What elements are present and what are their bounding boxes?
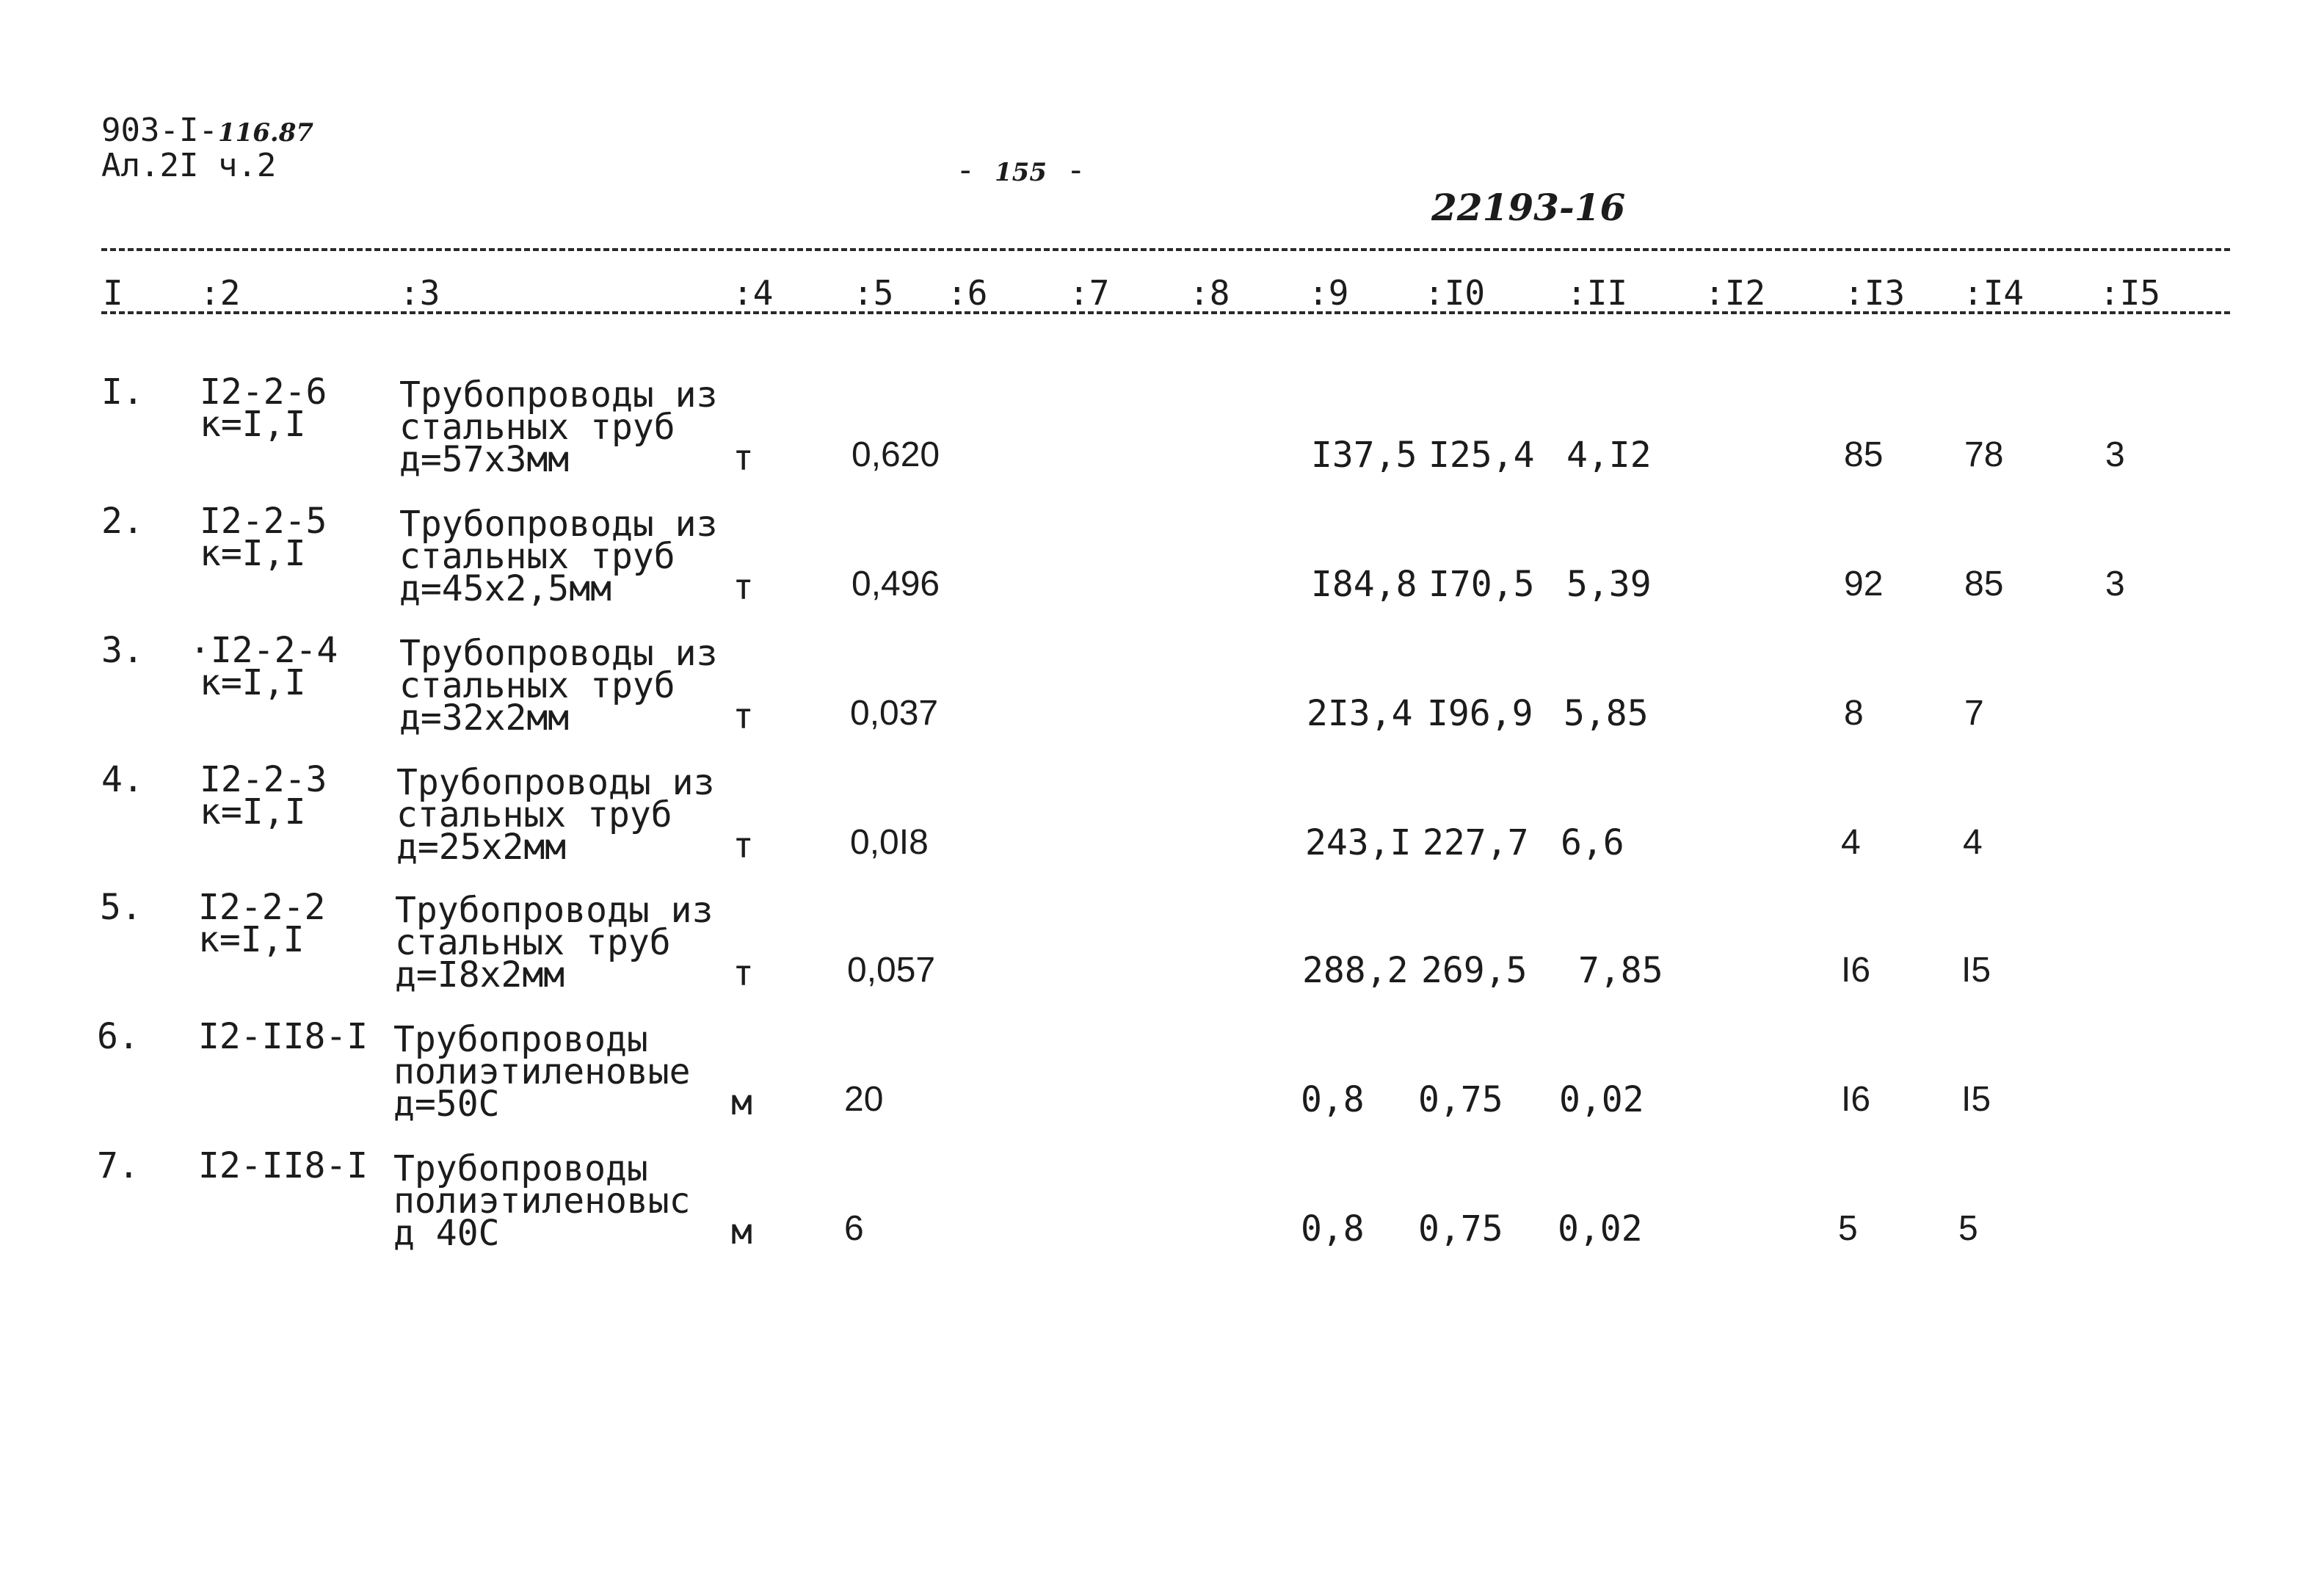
description-line: д=45х2,5мм xyxy=(399,568,611,609)
description-line: д=I8х2мм xyxy=(395,954,565,995)
description-line: д 40С xyxy=(393,1213,500,1254)
work-description xyxy=(399,504,718,609)
document-code-handwritten: 116.87 xyxy=(217,118,314,148)
cost-value: 0,8 xyxy=(1301,1208,1365,1249)
row-number: 3. xyxy=(101,630,144,671)
column-header: :3 xyxy=(399,273,440,313)
labor-value: 5 xyxy=(1838,1209,1858,1248)
description-line: Трубопроводы xyxy=(393,1019,648,1060)
cost-value: 0,8 xyxy=(1301,1079,1365,1120)
column-header: I xyxy=(103,273,123,313)
row-number: 6. xyxy=(97,1016,139,1057)
labor-value: 85 xyxy=(1844,435,1884,474)
cost-value: I70,5 xyxy=(1428,564,1535,605)
labor-value: 8 xyxy=(1844,694,1864,733)
cost-value: 288,2 xyxy=(1302,950,1409,991)
unit: т xyxy=(733,696,754,737)
column-header: :9 xyxy=(1308,273,1349,313)
description-line: стальных труб xyxy=(395,922,671,963)
work-description xyxy=(399,633,718,739)
quantity: 0,496 xyxy=(851,565,940,603)
quantity: 20 xyxy=(844,1080,884,1119)
column-header: :I3 xyxy=(1844,273,1906,313)
document-number-handwritten: 22193-16 xyxy=(1431,186,1626,229)
norm-code: I2-II8-I xyxy=(198,1016,368,1057)
norm-code: ·I2-2-4 xyxy=(189,630,338,671)
coefficient: к=I,I xyxy=(200,533,306,574)
coefficient: к=I,I xyxy=(200,662,306,703)
description-line: д=57х3мм xyxy=(399,439,570,480)
coefficient: к=I,I xyxy=(200,404,306,445)
quantity: 0,0I8 xyxy=(850,823,929,862)
labor-value: I6 xyxy=(1841,951,1871,990)
quantity: 0,037 xyxy=(850,694,939,733)
labor-value: 4 xyxy=(1841,823,1861,862)
cost-value: 2I3,4 xyxy=(1307,693,1413,734)
coefficient: к=I,I xyxy=(200,791,306,833)
page-number-handwritten: 155 xyxy=(995,158,1047,187)
unit: т xyxy=(733,567,754,608)
page-number-dash-right: - xyxy=(1066,151,1086,189)
column-header: :8 xyxy=(1189,273,1230,313)
cost-value: I37,5 xyxy=(1311,435,1417,476)
row-number: 4. xyxy=(101,759,144,800)
labor-value: 92 xyxy=(1844,565,1884,603)
description-line: стальных труб xyxy=(396,794,672,835)
description-line: полиэтиленовые xyxy=(393,1051,691,1092)
labor-value: 5 xyxy=(1958,1209,1978,1248)
cost-value: 0,02 xyxy=(1558,1208,1643,1249)
column-header: :7 xyxy=(1069,273,1110,313)
quantity: 0,620 xyxy=(851,435,940,474)
cost-value: 0,75 xyxy=(1418,1208,1503,1249)
labor-value: 3 xyxy=(2105,435,2125,474)
row-number: 5. xyxy=(100,887,142,928)
description-line: д=50С xyxy=(393,1084,500,1125)
column-header: :4 xyxy=(733,273,774,313)
labor-value: I6 xyxy=(1841,1080,1871,1119)
cost-value: 0,75 xyxy=(1418,1079,1503,1120)
cost-value: 269,5 xyxy=(1421,950,1528,991)
norm-code: I2-2-5 xyxy=(200,501,327,542)
work-description xyxy=(393,1148,691,1254)
norm-code: I2-2-2 xyxy=(198,887,326,928)
column-header: :6 xyxy=(947,273,988,313)
cost-value: I96,9 xyxy=(1427,693,1533,734)
description-line: Трубопроводы из xyxy=(399,374,718,416)
description-line: стальных труб xyxy=(399,407,675,448)
document-code-prefix: 903-I- xyxy=(101,112,218,149)
cost-value: 4,I2 xyxy=(1566,435,1652,476)
row-number: 7. xyxy=(97,1145,139,1186)
column-header: :I4 xyxy=(1963,273,2025,313)
description-line: стальных труб xyxy=(399,665,675,706)
quantity: 0,057 xyxy=(847,951,936,990)
cost-value: 227,7 xyxy=(1423,822,1529,863)
column-header: :5 xyxy=(853,273,894,313)
cost-value: 7,85 xyxy=(1578,950,1663,991)
description-line: Трубопроводы из xyxy=(395,890,713,931)
column-header: :I2 xyxy=(1704,273,1766,313)
cost-value: 0,02 xyxy=(1559,1079,1644,1120)
work-description xyxy=(399,374,718,480)
coefficient: к=I,I xyxy=(198,919,305,960)
labor-value: I5 xyxy=(1961,1080,1991,1119)
document-code xyxy=(101,112,314,149)
album-label: Ал.2I ч.2 xyxy=(101,147,277,184)
row-number: 2. xyxy=(101,501,144,542)
norm-code: I2-II8-I xyxy=(198,1145,368,1186)
column-header: :II xyxy=(1566,273,1628,313)
column-header: :I5 xyxy=(2099,273,2161,313)
page-number-dash-left: - xyxy=(956,151,976,189)
unit: т xyxy=(733,953,754,994)
description-line: Трубопроводы из xyxy=(399,504,718,545)
cost-value: 5,39 xyxy=(1566,564,1652,605)
description-line: полиэтиленовыс xyxy=(393,1180,691,1222)
unit: м xyxy=(731,1082,752,1123)
labor-value: 85 xyxy=(1964,565,2004,603)
unit: т xyxy=(733,825,754,866)
work-description xyxy=(395,890,713,995)
unit: м xyxy=(731,1211,752,1252)
cost-value: I25,4 xyxy=(1428,435,1535,476)
work-description xyxy=(396,762,715,868)
unit: т xyxy=(733,438,754,479)
cost-value: 243,I xyxy=(1305,822,1412,863)
norm-code: I2-2-6 xyxy=(200,371,327,413)
description-line: Трубопроводы xyxy=(393,1148,648,1189)
labor-value: 78 xyxy=(1964,435,2004,474)
description-line: Трубопроводы из xyxy=(399,633,718,674)
quantity: 6 xyxy=(844,1209,864,1248)
labor-value: 7 xyxy=(1964,694,1984,733)
row-number: I. xyxy=(101,371,144,413)
cost-value: 5,85 xyxy=(1564,693,1649,734)
description-line: стальных труб xyxy=(399,536,675,577)
cost-value: I84,8 xyxy=(1311,564,1417,605)
page-number xyxy=(956,151,1086,189)
column-header: :I0 xyxy=(1424,273,1486,313)
top-rule xyxy=(101,248,2230,251)
description-line: Трубопроводы из xyxy=(396,762,715,803)
norm-code: I2-2-3 xyxy=(200,759,327,800)
labor-value: 3 xyxy=(2105,565,2125,603)
labor-value: I5 xyxy=(1961,951,1991,990)
description-line: д=25х2мм xyxy=(396,827,567,868)
column-header: :2 xyxy=(200,273,241,313)
description-line: д=32х2мм xyxy=(399,697,570,739)
cost-value: 6,6 xyxy=(1561,822,1624,863)
work-description xyxy=(393,1019,691,1125)
labor-value: 4 xyxy=(1963,823,1983,862)
